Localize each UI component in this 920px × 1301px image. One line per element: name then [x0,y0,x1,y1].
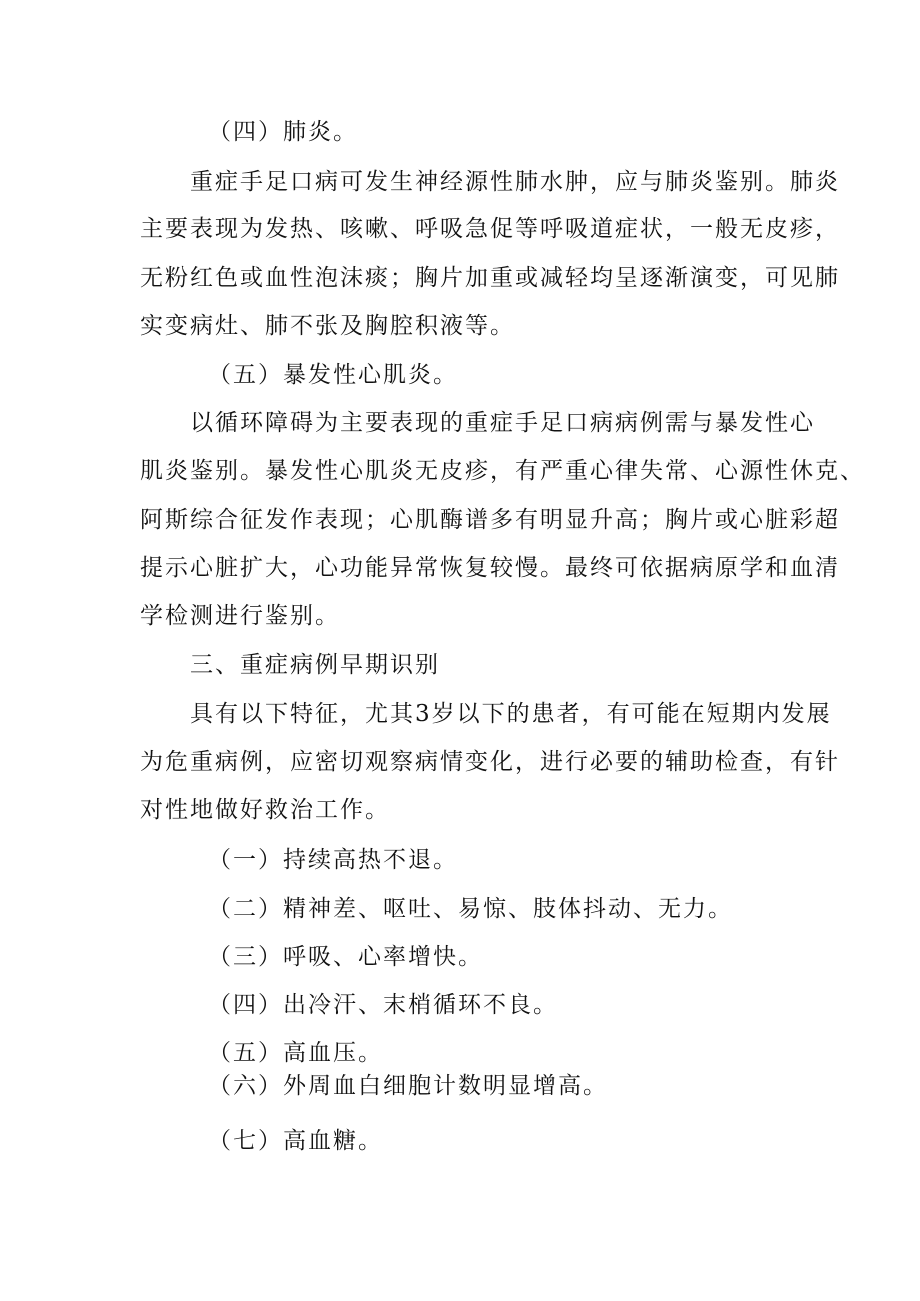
paragraph-line: 主要表现为发热、咳嗽、呼吸急促等呼吸道症状，一般无皮疹， [140,216,840,242]
list-item: （一）持续高热不退。 [208,847,458,873]
list-item: （四）出冷汗、末梢循环不良。 [208,992,558,1018]
paragraph-line: 无粉红色或血性泡沫痰；胸片加重或减轻均呈逐渐演变，可见肺 [140,265,840,291]
paragraph-line: 为危重病例，应密切观察病情变化，进行必要的辅助检查，有针 [140,749,840,775]
paragraph-line: 肌炎鉴别。暴发性心肌炎无皮疹，有严重心律失常、心源性休克、 [140,458,865,484]
list-item: （七）高血糖。 [208,1128,383,1154]
section-heading-early-identification: 三、重症病例早期识别 [190,652,440,678]
paragraph-line: 具有以下特征，尤其3岁以下的患者，有可能在短期内发展 [190,701,832,727]
paragraph-line: 提示心脏扩大，心功能异常恢复较慢。最终可依据病原学和血清 [140,555,840,581]
paragraph-line: 学检测进行鉴别。 [140,603,340,629]
list-item: （二）精神差、呕吐、易惊、肢体抖动、无力。 [208,896,733,922]
paragraph-line: 重症手足口病可发生神经源性肺水肿，应与肺炎鉴别。肺炎 [190,169,840,195]
list-item: （三）呼吸、心率增快。 [208,944,483,970]
section-heading-myocarditis: （五）暴发性心肌炎。 [208,362,458,388]
paragraph-line: 阿斯综合征发作表现；心肌酶谱多有明显升高；胸片或心脏彩超 [140,507,840,533]
list-item: （六）外周血白细胞计数明显增高。 [208,1073,608,1099]
section-heading-pneumonia: （四）肺炎。 [208,119,358,145]
paragraph-line: 实变病灶、肺不张及胸腔积液等。 [140,313,515,339]
paragraph-line: 对性地做好救治工作。 [140,797,390,823]
paragraph-line: 以循环障碍为主要表现的重症手足口病病例需与暴发性心 [190,410,815,436]
list-item: （五）高血压。 [208,1040,383,1066]
